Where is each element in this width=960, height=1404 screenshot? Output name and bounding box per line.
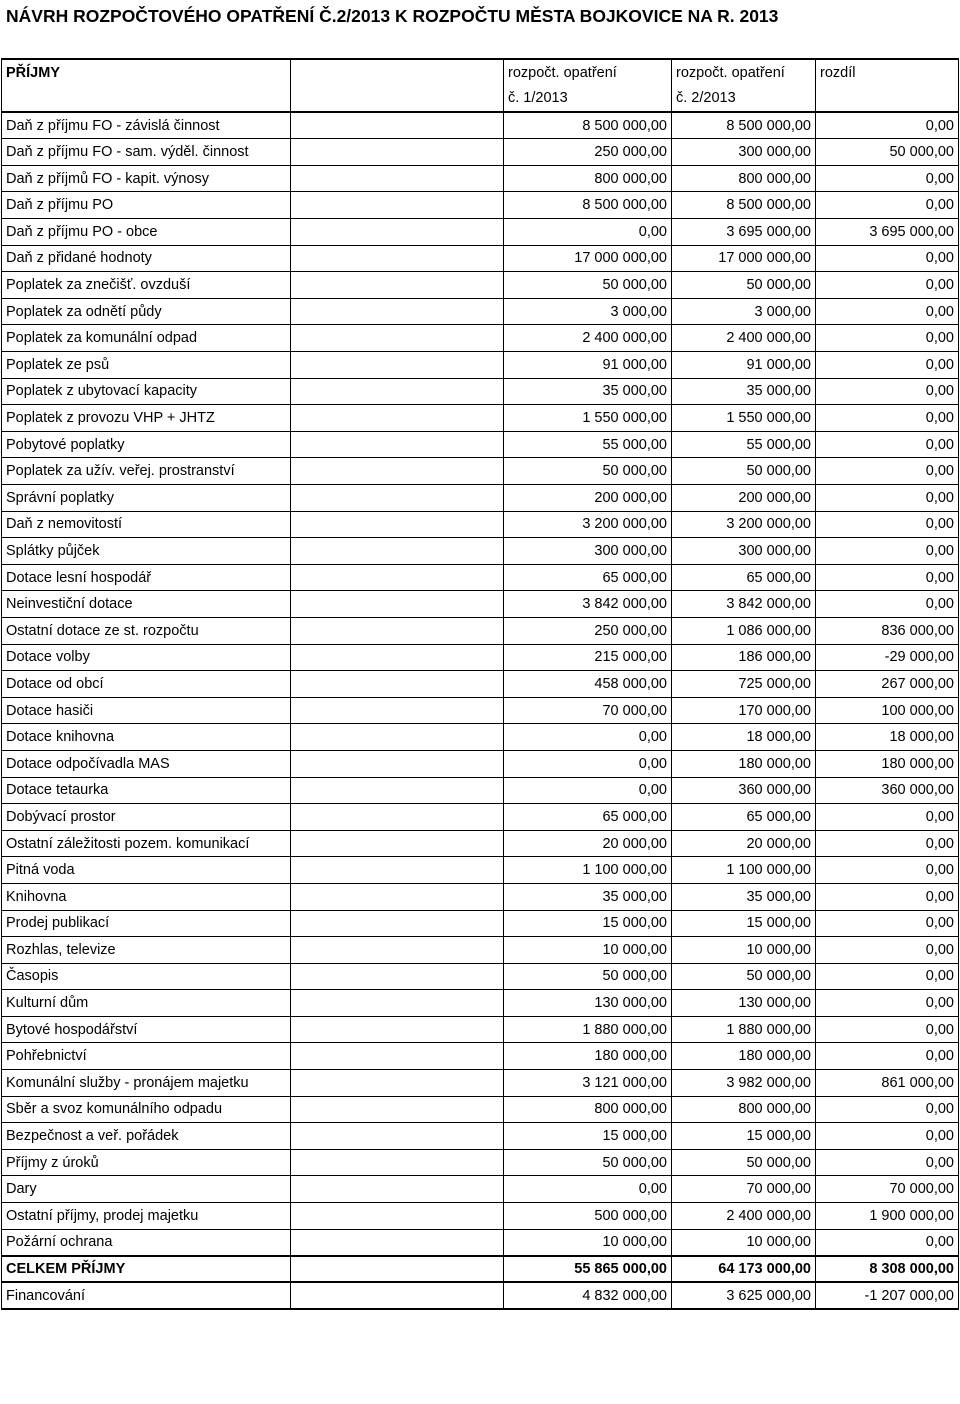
table-row [2, 352, 959, 379]
table-row [2, 777, 959, 804]
row-spacer [291, 1149, 504, 1176]
value-diff: 267 000,00 [816, 671, 959, 698]
row-label: Financování [2, 1282, 291, 1309]
table-row [2, 644, 959, 671]
row-spacer [291, 245, 504, 272]
table-row [2, 804, 959, 831]
row-spacer [291, 1282, 504, 1309]
value-diff: 0,00 [816, 511, 959, 538]
row-spacer [291, 1229, 504, 1256]
table-row [2, 963, 959, 990]
table-row [2, 485, 959, 512]
table-row [2, 245, 959, 272]
value-ro2: 17 000 000,00 [672, 245, 816, 272]
value-ro2: 3 200 000,00 [672, 511, 816, 538]
value-diff: 360 000,00 [816, 777, 959, 804]
value-ro2: 50 000,00 [672, 272, 816, 299]
table-row [2, 139, 959, 166]
row-spacer [291, 298, 504, 325]
header-row-2 [2, 86, 959, 113]
value-ro1: 35 000,00 [504, 378, 672, 405]
row-label: Ostatní záležitosti pozem. komunikací [2, 830, 291, 857]
header-row [2, 59, 959, 86]
value-diff: 0,00 [816, 272, 959, 299]
row-label: Dotace od obcí [2, 671, 291, 698]
financing-row [2, 1282, 959, 1309]
value-ro1: 1 880 000,00 [504, 1016, 672, 1043]
table-row [2, 591, 959, 618]
value-ro2: 725 000,00 [672, 671, 816, 698]
value-ro2: 3 695 000,00 [672, 219, 816, 246]
table-row [2, 458, 959, 485]
value-ro2: 800 000,00 [672, 1096, 816, 1123]
value-ro2: 300 000,00 [672, 538, 816, 565]
row-label: Příjmy z úroků [2, 1149, 291, 1176]
value-ro2: 15 000,00 [672, 1123, 816, 1150]
value-ro2: 2 400 000,00 [672, 325, 816, 352]
row-label: Neinvestiční dotace [2, 591, 291, 618]
table-row [2, 298, 959, 325]
row-spacer [291, 963, 504, 990]
row-label: Dotace tetaurka [2, 777, 291, 804]
row-label: Rozhlas, televize [2, 937, 291, 964]
value-ro1: 8 500 000,00 [504, 192, 672, 219]
value-ro2: 1 550 000,00 [672, 405, 816, 432]
table-row [2, 325, 959, 352]
table-row [2, 937, 959, 964]
value-ro1: 3 000,00 [504, 298, 672, 325]
table-row [2, 1070, 959, 1097]
table-row [2, 219, 959, 246]
value-ro2: 15 000,00 [672, 910, 816, 937]
value-ro2: 200 000,00 [672, 485, 816, 512]
row-spacer [291, 352, 504, 379]
value-ro2: 8 500 000,00 [672, 112, 816, 139]
value-ro2: 8 500 000,00 [672, 192, 816, 219]
value-ro1: 55 000,00 [504, 431, 672, 458]
row-spacer [291, 724, 504, 751]
table-row [2, 1176, 959, 1203]
value-diff: 0,00 [816, 458, 959, 485]
table-row [2, 1096, 959, 1123]
table-row [2, 192, 959, 219]
row-spacer [291, 458, 504, 485]
value-diff: 0,00 [816, 245, 959, 272]
table-row [2, 431, 959, 458]
value-ro1: 8 500 000,00 [504, 112, 672, 139]
value-ro2: 10 000,00 [672, 1229, 816, 1256]
value-ro1: 3 200 000,00 [504, 511, 672, 538]
value-diff: 0,00 [816, 485, 959, 512]
value-diff: -29 000,00 [816, 644, 959, 671]
value-diff: -1 207 000,00 [816, 1282, 959, 1309]
row-spacer [291, 1256, 504, 1283]
total-row [2, 1256, 959, 1283]
row-label: Dary [2, 1176, 291, 1203]
value-diff: 1 900 000,00 [816, 1203, 959, 1230]
row-label: Dobývací prostor [2, 804, 291, 831]
row-label: Bytové hospodářství [2, 1016, 291, 1043]
value-ro2: 50 000,00 [672, 458, 816, 485]
row-spacer [291, 830, 504, 857]
row-spacer [291, 1123, 504, 1150]
header-empty [2, 86, 291, 113]
value-diff: 836 000,00 [816, 617, 959, 644]
value-ro2: 35 000,00 [672, 883, 816, 910]
value-ro2: 1 880 000,00 [672, 1016, 816, 1043]
value-ro1: 3 121 000,00 [504, 1070, 672, 1097]
table-row [2, 1229, 959, 1256]
value-diff: 0,00 [816, 1123, 959, 1150]
row-label: Pobytové poplatky [2, 431, 291, 458]
row-label: Ostatní dotace ze st. rozpočtu [2, 617, 291, 644]
value-ro1: 10 000,00 [504, 937, 672, 964]
header-spacer-2 [291, 86, 504, 113]
value-ro2: 70 000,00 [672, 1176, 816, 1203]
value-ro1: 180 000,00 [504, 1043, 672, 1070]
value-ro1: 250 000,00 [504, 139, 672, 166]
row-label: Časopis [2, 963, 291, 990]
row-spacer [291, 431, 504, 458]
row-label: Poplatek z ubytovací kapacity [2, 378, 291, 405]
row-label: Poplatek za znečišť. ovzduší [2, 272, 291, 299]
value-ro1: 15 000,00 [504, 1123, 672, 1150]
table-row [2, 1149, 959, 1176]
value-ro1: 0,00 [504, 724, 672, 751]
row-label: Poplatek za komunální odpad [2, 325, 291, 352]
row-spacer [291, 804, 504, 831]
row-label: Správní poplatky [2, 485, 291, 512]
table-row [2, 724, 959, 751]
value-ro1: 55 865 000,00 [504, 1256, 672, 1283]
table-row [2, 830, 959, 857]
value-ro2: 18 000,00 [672, 724, 816, 751]
value-diff: 0,00 [816, 990, 959, 1017]
table-row [2, 857, 959, 884]
value-ro2: 50 000,00 [672, 963, 816, 990]
value-diff: 0,00 [816, 883, 959, 910]
row-spacer [291, 1176, 504, 1203]
value-ro1: 50 000,00 [504, 1149, 672, 1176]
row-spacer [291, 671, 504, 698]
value-ro2: 55 000,00 [672, 431, 816, 458]
value-diff: 0,00 [816, 830, 959, 857]
value-ro2: 3 625 000,00 [672, 1282, 816, 1309]
table-row [2, 1043, 959, 1070]
row-label: Daň z nemovitostí [2, 511, 291, 538]
row-label: Sběr a svoz komunálního odpadu [2, 1096, 291, 1123]
value-diff: 0,00 [816, 1149, 959, 1176]
value-ro1: 50 000,00 [504, 272, 672, 299]
row-label: Dotace hasiči [2, 697, 291, 724]
row-spacer [291, 192, 504, 219]
value-diff: 0,00 [816, 937, 959, 964]
table-row [2, 697, 959, 724]
value-ro2: 186 000,00 [672, 644, 816, 671]
row-spacer [291, 937, 504, 964]
row-label: Dotace odpočívadla MAS [2, 750, 291, 777]
value-diff: 0,00 [816, 564, 959, 591]
value-ro1: 215 000,00 [504, 644, 672, 671]
value-diff: 0,00 [816, 298, 959, 325]
row-label: Požární ochrana [2, 1229, 291, 1256]
row-spacer [291, 1203, 504, 1230]
row-label: Daň z příjmu PO [2, 192, 291, 219]
budget-table [1, 58, 959, 1310]
value-ro1: 0,00 [504, 777, 672, 804]
row-spacer [291, 272, 504, 299]
row-spacer [291, 777, 504, 804]
value-diff: 0,00 [816, 591, 959, 618]
value-ro1: 50 000,00 [504, 458, 672, 485]
value-ro1: 17 000 000,00 [504, 245, 672, 272]
value-diff: 180 000,00 [816, 750, 959, 777]
value-diff: 0,00 [816, 1016, 959, 1043]
value-ro1: 500 000,00 [504, 1203, 672, 1230]
value-ro2: 20 000,00 [672, 830, 816, 857]
value-ro1: 65 000,00 [504, 804, 672, 831]
value-ro1: 10 000,00 [504, 1229, 672, 1256]
value-diff: 0,00 [816, 325, 959, 352]
row-spacer [291, 485, 504, 512]
value-ro1: 300 000,00 [504, 538, 672, 565]
value-ro2: 2 400 000,00 [672, 1203, 816, 1230]
row-spacer [291, 165, 504, 192]
row-label: Daň z příjmu FO - sam. výděl. činnost [2, 139, 291, 166]
value-ro2: 800 000,00 [672, 165, 816, 192]
row-spacer [291, 617, 504, 644]
value-diff: 70 000,00 [816, 1176, 959, 1203]
table-row [2, 990, 959, 1017]
value-ro1: 1 550 000,00 [504, 405, 672, 432]
value-ro1: 20 000,00 [504, 830, 672, 857]
row-label: Poplatek ze psů [2, 352, 291, 379]
table-row [2, 910, 959, 937]
row-spacer [291, 219, 504, 246]
row-label: Pitná voda [2, 857, 291, 884]
value-ro2: 170 000,00 [672, 697, 816, 724]
value-diff: 0,00 [816, 1043, 959, 1070]
row-spacer [291, 990, 504, 1017]
row-label: Prodej publikací [2, 910, 291, 937]
table-row [2, 1016, 959, 1043]
value-diff: 0,00 [816, 378, 959, 405]
value-diff: 0,00 [816, 352, 959, 379]
value-diff: 0,00 [816, 431, 959, 458]
value-ro1: 70 000,00 [504, 697, 672, 724]
row-label: Dotace knihovna [2, 724, 291, 751]
header-col1-line1: rozpočt. opatření [504, 59, 672, 86]
header-spacer [291, 59, 504, 86]
table-row [2, 405, 959, 432]
row-spacer [291, 750, 504, 777]
row-label: Splátky půjček [2, 538, 291, 565]
table-row [2, 750, 959, 777]
header-col3-line1: rozdíl [816, 59, 959, 86]
value-diff: 0,00 [816, 910, 959, 937]
row-label: Kulturní dům [2, 990, 291, 1017]
value-ro2: 10 000,00 [672, 937, 816, 964]
value-ro1: 3 842 000,00 [504, 591, 672, 618]
value-ro2: 35 000,00 [672, 378, 816, 405]
row-label: Daň z přidané hodnoty [2, 245, 291, 272]
row-spacer [291, 139, 504, 166]
value-ro2: 91 000,00 [672, 352, 816, 379]
row-spacer [291, 1016, 504, 1043]
row-label: Dotace lesní hospodář [2, 564, 291, 591]
row-spacer [291, 538, 504, 565]
row-spacer [291, 697, 504, 724]
table-row [2, 538, 959, 565]
row-label: Ostatní příjmy, prodej majetku [2, 1203, 291, 1230]
value-diff: 0,00 [816, 405, 959, 432]
row-label: Daň z příjmů FO - kapit. výnosy [2, 165, 291, 192]
value-ro1: 800 000,00 [504, 165, 672, 192]
value-ro2: 180 000,00 [672, 1043, 816, 1070]
table-row [2, 883, 959, 910]
table-row [2, 112, 959, 139]
value-ro1: 2 400 000,00 [504, 325, 672, 352]
value-ro1: 458 000,00 [504, 671, 672, 698]
row-spacer [291, 112, 504, 139]
value-diff: 0,00 [816, 1229, 959, 1256]
row-label: Knihovna [2, 883, 291, 910]
value-ro2: 1 100 000,00 [672, 857, 816, 884]
value-ro2: 130 000,00 [672, 990, 816, 1017]
table-row [2, 378, 959, 405]
document-title: NÁVRH ROZPOČTOVÉHO OPATŘENÍ Č.2/2013 K ROZPOČTU MĚSTA BOJKOVICE NA R. 2013 [6, 6, 779, 26]
value-diff: 18 000,00 [816, 724, 959, 751]
value-diff: 50 000,00 [816, 139, 959, 166]
value-diff: 8 308 000,00 [816, 1256, 959, 1283]
table-row [2, 1123, 959, 1150]
value-ro1: 15 000,00 [504, 910, 672, 937]
value-ro1: 4 832 000,00 [504, 1282, 672, 1309]
value-ro2: 180 000,00 [672, 750, 816, 777]
row-spacer [291, 511, 504, 538]
section-heading: PŘÍJMY [2, 59, 291, 86]
value-ro1: 50 000,00 [504, 963, 672, 990]
row-label: Poplatek za odnětí půdy [2, 298, 291, 325]
row-label: CELKEM PŘÍJMY [2, 1256, 291, 1283]
row-spacer [291, 405, 504, 432]
row-spacer [291, 1096, 504, 1123]
value-ro2: 65 000,00 [672, 564, 816, 591]
table-row [2, 511, 959, 538]
row-spacer [291, 857, 504, 884]
table-row [2, 564, 959, 591]
value-ro1: 0,00 [504, 219, 672, 246]
value-ro1: 91 000,00 [504, 352, 672, 379]
row-label: Poplatek z provozu VHP + JHTZ [2, 405, 291, 432]
value-diff: 0,00 [816, 1096, 959, 1123]
value-ro2: 3 000,00 [672, 298, 816, 325]
row-spacer [291, 591, 504, 618]
row-label: Dotace volby [2, 644, 291, 671]
value-ro1: 65 000,00 [504, 564, 672, 591]
value-diff: 0,00 [816, 192, 959, 219]
value-diff: 0,00 [816, 538, 959, 565]
row-label: Daň z příjmu PO - obce [2, 219, 291, 246]
header-col1-line2: č. 1/2013 [504, 86, 672, 113]
value-ro1: 0,00 [504, 750, 672, 777]
value-ro1: 800 000,00 [504, 1096, 672, 1123]
value-ro2: 65 000,00 [672, 804, 816, 831]
value-ro2: 360 000,00 [672, 777, 816, 804]
value-ro2: 50 000,00 [672, 1149, 816, 1176]
value-diff: 0,00 [816, 804, 959, 831]
row-spacer [291, 325, 504, 352]
value-diff: 861 000,00 [816, 1070, 959, 1097]
value-ro1: 1 100 000,00 [504, 857, 672, 884]
row-label: Pohřebnictví [2, 1043, 291, 1070]
value-ro2: 3 842 000,00 [672, 591, 816, 618]
value-diff: 0,00 [816, 963, 959, 990]
value-ro2: 64 173 000,00 [672, 1256, 816, 1283]
row-spacer [291, 883, 504, 910]
row-spacer [291, 910, 504, 937]
value-ro1: 200 000,00 [504, 485, 672, 512]
value-ro1: 0,00 [504, 1176, 672, 1203]
row-spacer [291, 564, 504, 591]
row-spacer [291, 378, 504, 405]
value-diff: 100 000,00 [816, 697, 959, 724]
value-ro2: 1 086 000,00 [672, 617, 816, 644]
value-diff: 0,00 [816, 165, 959, 192]
row-label: Komunální služby - pronájem majetku [2, 1070, 291, 1097]
value-ro2: 3 982 000,00 [672, 1070, 816, 1097]
table-row [2, 671, 959, 698]
row-label: Daň z příjmu FO - závislá činnost [2, 112, 291, 139]
table-row [2, 272, 959, 299]
row-label: Bezpečnost a veř. pořádek [2, 1123, 291, 1150]
row-spacer [291, 644, 504, 671]
value-ro1: 130 000,00 [504, 990, 672, 1017]
header-col2-line1: rozpočt. opatření [672, 59, 816, 86]
table-row [2, 1203, 959, 1230]
header-col3-line2 [816, 86, 959, 113]
value-diff: 0,00 [816, 112, 959, 139]
value-diff: 0,00 [816, 857, 959, 884]
value-diff: 3 695 000,00 [816, 219, 959, 246]
table-row [2, 165, 959, 192]
value-ro2: 300 000,00 [672, 139, 816, 166]
row-spacer [291, 1070, 504, 1097]
row-spacer [291, 1043, 504, 1070]
row-label: Poplatek za užív. veřej. prostranství [2, 458, 291, 485]
value-ro1: 250 000,00 [504, 617, 672, 644]
value-ro1: 35 000,00 [504, 883, 672, 910]
table-row [2, 617, 959, 644]
header-col2-line2: č. 2/2013 [672, 86, 816, 113]
